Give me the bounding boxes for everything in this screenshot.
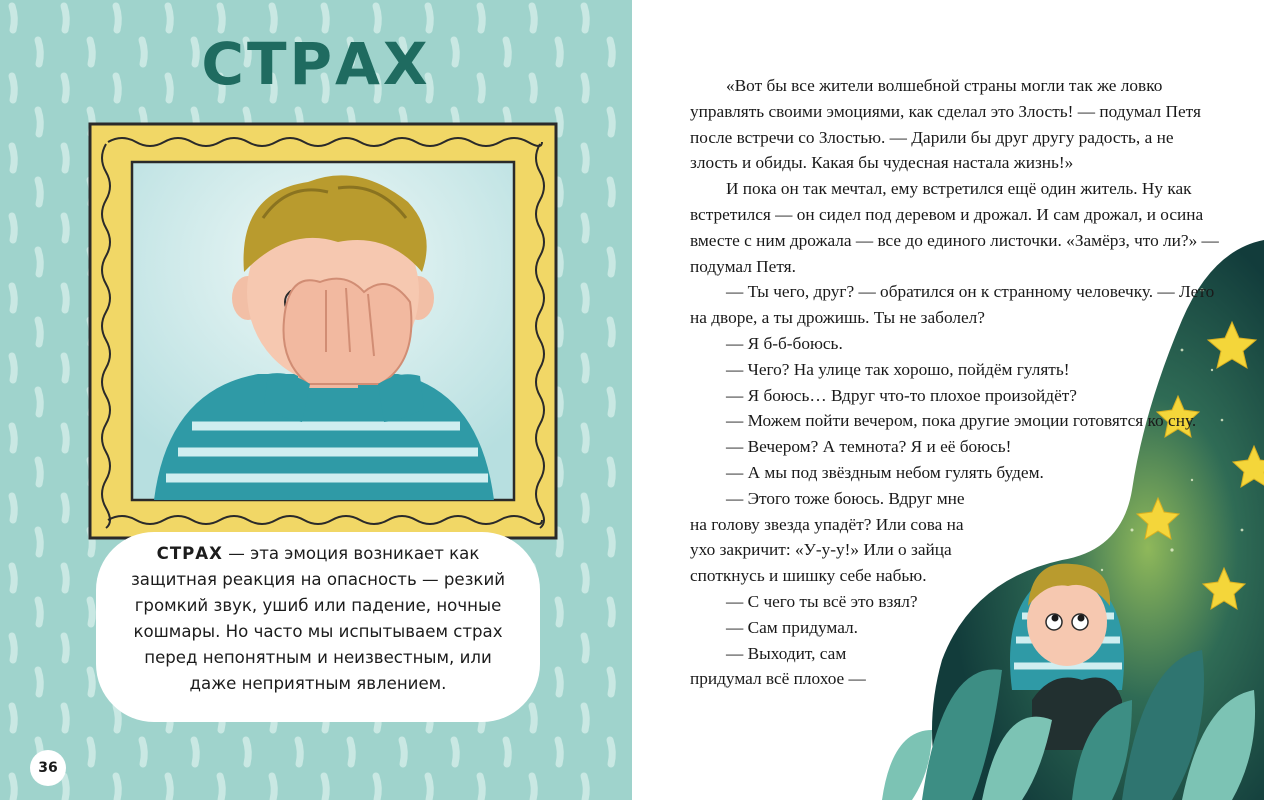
chapter-title: СТРАХ (201, 30, 431, 98)
right-page (632, 0, 1264, 800)
framed-portrait (88, 122, 558, 540)
story-text (690, 73, 1220, 692)
definition-term: СТРАХ (156, 544, 223, 563)
paragraph: — Вечером? А темнота? Я и её боюсь! (726, 437, 1012, 457)
paragraph: И пока он так мечтал, ему встретился ещё один житель. Ну как встретился — он сидел под деревом и дрожал. И сам дрожал, и осина вместе с ним дрожала — все до единого листочки. «Замёрз, что ли?» — подумал Петя. (690, 179, 1219, 276)
paragraph: — Можем пойти вечером, пока другие эмоции готовятся ко сну. (726, 411, 1197, 431)
paragraph: — Этого тоже боюсь. Вдруг мне на голову звезда упадёт? Или сова на ухо закричит: «У-у-у!» Или о зайца споткнусь и шишку себе набью. (690, 488, 965, 586)
paragraph: «Вот бы все жители волшебной страны могли так же ловко управлять своими эмоциями, как сделал это Злость! — подумал Петя после встречи со Злостью. — Дарили бы друг другу радость, а не злость и обиды. Какая бы чудесная настала жизнь!» (690, 76, 1201, 173)
page-number: 36 (30, 750, 66, 786)
definition-text: — эта эмоция возникает как защитная реакция на опасность — резкий громкий звук, ушиб или падение, ночные кошмары. Но часто мы испытываем страх перед непонятным и неизвестным, или даже неприятным явлением. (130, 544, 506, 693)
paragraph: — Я б-б-боюсь. (726, 333, 843, 353)
paragraph: — А мы под звёздным небом гулять будем. (726, 462, 1044, 482)
paragraph: — С чего ты всё это взял? (726, 591, 918, 611)
paragraph: — Выходит, сам придумал всё плохое — (690, 643, 866, 689)
paragraph: — Ты чего, друг? — обратился он к странному человечку. — Лето на дворе, а ты дрожишь. Ты не заболел? (690, 282, 1215, 328)
paragraph: — Чего? На улице так хорошо, пойдём гулять! (726, 359, 1070, 379)
paragraph: — Я боюсь… Вдруг что-то плохое произойдёт? (726, 385, 1077, 405)
definition-box (96, 532, 540, 722)
paragraph: — Сам придумал. (726, 617, 858, 637)
